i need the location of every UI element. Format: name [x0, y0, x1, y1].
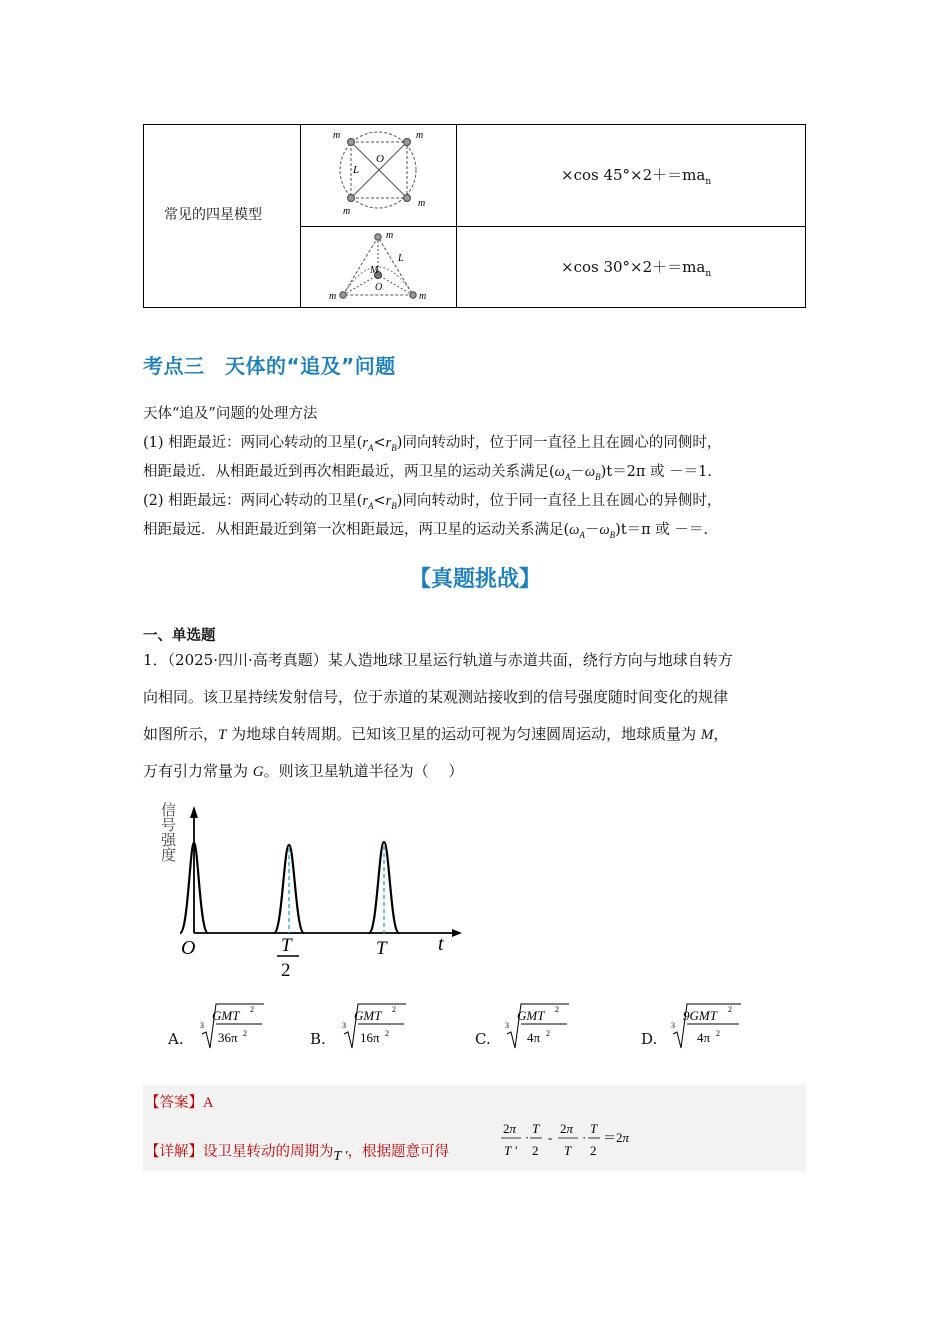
question-line3-a: 如图所示，: [143, 725, 219, 743]
signal-strength-graph: [150, 798, 470, 983]
diagram2-L: L: [398, 253, 404, 264]
single-choice-heading: 一、单选题: [143, 628, 216, 644]
svg-text:2: 2: [716, 1029, 720, 1038]
para1-line2-b: )t＝2π 或 －＝1.: [600, 464, 712, 480]
svg-text:36π: 36π: [218, 1030, 238, 1045]
svg-text:2: 2: [546, 1029, 550, 1038]
question-line3-c: 为地球自转周期。已知该卫星的运动可视为匀速圆周运动，地球质量为: [226, 725, 701, 743]
detail-T-prime: T ′: [333, 1149, 348, 1164]
diagram2-m-right: m: [419, 291, 427, 302]
triangle-four-star-diagram: [323, 229, 433, 307]
option-d-formula: [669, 1000, 745, 1052]
question-line3: [143, 724, 728, 745]
answer-label: 【答案】: [145, 1095, 203, 1111]
para2-line2: 相距最远．从相距最近到第一次相距最远，两卫星的运动关系满足$(\omega_A-\omega_B)t=\pi$ 或 －＝.: [143, 522, 708, 540]
row-label: 常见的四星模型: [164, 207, 262, 223]
para2-line1-b: )同向转动时，位于同一直径上且在圆心的异侧时，: [396, 493, 722, 509]
para2-line1: (2) 相距最远：两同心转动的卫星$(r_A<r_B)$同向转动时，位于同一直径上且在圆心的异侧时，: [143, 493, 722, 511]
diagram1-m-br: m: [418, 198, 426, 209]
answer-value: A: [203, 1095, 214, 1111]
x-axis-arrow: [452, 929, 462, 937]
detail-text2: ，根据题意可得: [347, 1144, 450, 1160]
diagram2-m-top: m: [386, 230, 394, 241]
diagram1-m-bl: m: [343, 206, 351, 217]
para1-line1: (1) 相距最近：两同心转动的卫星$(r_A<r_B)$同向转动时，位于同一直径上且在圆心的同侧时，: [143, 435, 722, 453]
svg-text:T: T: [590, 1121, 598, 1136]
y-axis-arrow: [190, 806, 198, 818]
diagram2-m-left: m: [329, 291, 337, 302]
option-a-formula: [198, 1000, 268, 1052]
row1-formula: [561, 164, 711, 187]
svg-text:3: 3: [671, 1021, 675, 1030]
svg-text:3: 3: [342, 1021, 346, 1030]
option-c-letter: C.: [475, 1030, 491, 1048]
section-intro: 天体“追及”问题的处理方法: [143, 406, 318, 422]
option-a-letter: A.: [168, 1030, 184, 1048]
svg-text:2: 2: [728, 1005, 732, 1014]
detail-text: 设卫星转动的周期为: [203, 1144, 334, 1160]
svg-text:4π: 4π: [697, 1030, 711, 1045]
svg-text:2π: 2π: [503, 1121, 517, 1136]
para2-line2-a: 相距最远．从相距最近到第一次相距最远，两卫星的运动关系满足(: [143, 522, 570, 538]
para1-line2: 相距最近．从相距最近到再次相距最近，两卫星的运动关系满足$(\omega_A-\omega_B)t=2\pi$ 或 －＝1.: [143, 464, 712, 482]
svg-text:T: T: [532, 1121, 540, 1136]
svg-text:GMT: GMT: [354, 1008, 382, 1023]
para1-line2-a: 相距最近．从相距最近到再次相距最近，两卫星的运动关系满足(: [143, 464, 555, 480]
svg-text:·: ·: [525, 1130, 530, 1145]
detail-line: [145, 1140, 450, 1164]
svg-text:-: -: [548, 1130, 553, 1145]
detail-equation: [501, 1117, 651, 1167]
option-d-letter: D.: [641, 1030, 658, 1048]
option-b-letter: B.: [310, 1030, 326, 1048]
y-axis-label: 信号强度: [159, 802, 177, 862]
svg-text:2π: 2π: [560, 1121, 574, 1136]
svg-text:·: ·: [582, 1130, 587, 1145]
section-title: 考点三 天体的“追及”问题: [143, 354, 396, 378]
svg-text:9GMT: 9GMT: [683, 1008, 717, 1023]
para1-line1-a: (1) 相距最近：两同心转动的卫星(: [143, 435, 363, 451]
answer-line: [145, 1091, 213, 1112]
tick-half-T-num: T: [281, 935, 292, 956]
diagram2-O: O: [375, 282, 383, 293]
svg-text:16π: 16π: [360, 1030, 380, 1045]
svg-text:GMT: GMT: [517, 1008, 545, 1023]
question-line4-c: 。则该卫星轨道半径为（ ）: [263, 762, 464, 780]
svg-text:2: 2: [250, 1005, 254, 1014]
svg-text:2: 2: [392, 1005, 396, 1014]
options-row: [168, 1000, 808, 1052]
tick-T: T: [376, 938, 387, 959]
square-four-star-diagram: [323, 126, 433, 218]
question-line4-a: 万有引力常量为: [143, 762, 253, 780]
row2-formula-sub: n: [705, 269, 712, 279]
svg-text:2: 2: [590, 1143, 597, 1158]
svg-text:2: 2: [555, 1005, 559, 1014]
option-b-formula: [340, 1000, 410, 1052]
row2-formula: [561, 256, 711, 279]
diagram1-m-tl: m: [333, 130, 341, 141]
svg-text:3: 3: [505, 1021, 509, 1030]
row1-formula-text: ×cos 45°×2＋＝ma: [561, 166, 706, 184]
svg-text:T: T: [564, 1143, 572, 1158]
svg-text:2: 2: [385, 1029, 389, 1038]
row1-formula-sub: n: [705, 177, 712, 187]
question-T: T: [218, 727, 227, 743]
question-line1: 1．（2025·四川·高考真题）某人造地球卫星运行轨道与赤道共面，绕行方向与地球自转方: [143, 651, 733, 669]
svg-text:2: 2: [243, 1029, 247, 1038]
svg-text:4π: 4π: [527, 1030, 541, 1045]
diagram1-L: L: [353, 164, 360, 176]
tick-half-T-den: 2: [281, 960, 291, 981]
question-G: G: [252, 764, 264, 780]
question-line2: 向相同。该卫星持续发射信号，位于赤道的某观测站接收到的信号强度随时间变化的规律: [143, 688, 729, 706]
challenge-banner: 【真题挑战】: [408, 567, 541, 592]
x-axis-label: t: [438, 933, 444, 955]
diagram1-O: O: [376, 153, 384, 165]
para1-line1-b: )同向转动时，位于同一直径上且在圆心的同侧时，: [396, 435, 722, 451]
diagram2-M: M: [370, 265, 379, 276]
option-c-formula: [503, 1000, 573, 1052]
para2-line1-a: (2) 相距最远：两同心转动的卫星(: [143, 493, 363, 509]
question-M: M: [700, 727, 714, 743]
row2-formula-text: ×cos 30°×2＋＝ma: [561, 258, 706, 276]
svg-text:GMT: GMT: [212, 1008, 240, 1023]
svg-text:2: 2: [532, 1143, 539, 1158]
question-line3-e: ，: [713, 725, 729, 743]
svg-text:＝2π: ＝2π: [603, 1130, 630, 1145]
diagram1-m-tr: m: [416, 130, 424, 141]
svg-text:3: 3: [200, 1021, 204, 1030]
question-line4: [143, 761, 463, 782]
origin-label: O: [181, 937, 196, 959]
svg-text:T ′: T ′: [504, 1143, 518, 1158]
answer-box: [143, 1085, 806, 1171]
detail-label: 【详解】: [145, 1144, 203, 1160]
para2-line2-b: )t＝π 或 －＝.: [615, 522, 708, 538]
four-star-table: [143, 124, 806, 308]
